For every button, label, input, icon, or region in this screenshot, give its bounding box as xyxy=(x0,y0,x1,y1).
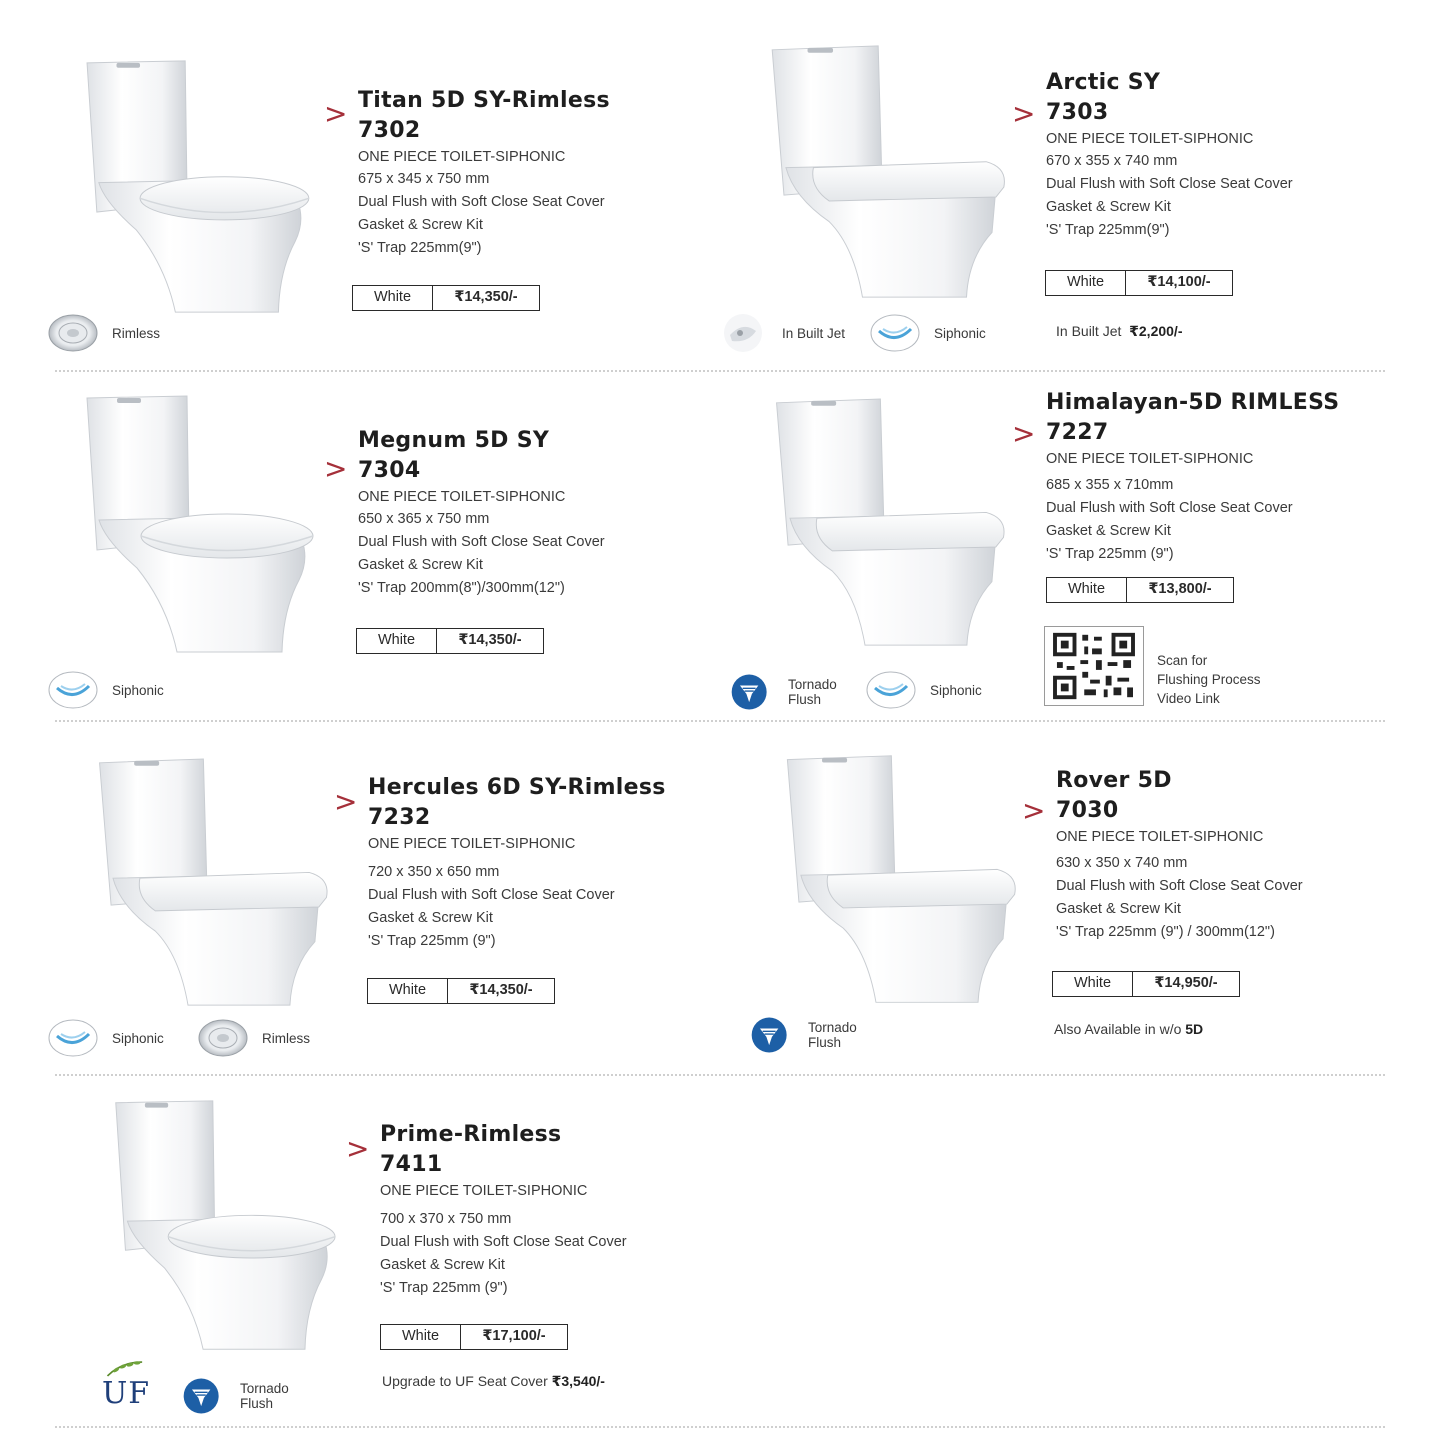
product-info-7411 xyxy=(380,1120,627,1300)
toilet-image-7030 xyxy=(770,750,1032,1010)
product-name: Himalayan-5D RIMLESS xyxy=(1046,390,1340,415)
product-name: Hercules 6D SY-Rimless xyxy=(368,775,666,800)
product-code: 7303 xyxy=(1046,100,1109,125)
product-name: Rover 5D xyxy=(1056,768,1172,793)
badge-siphonic xyxy=(870,313,986,353)
uf-logo-text: UF xyxy=(102,1376,151,1411)
note-label: Also Available in w/o xyxy=(1054,1021,1182,1037)
product-trap: 'S' Trap 225mm(9") xyxy=(1046,222,1170,238)
product-info-7232 xyxy=(368,773,666,953)
product-code: 7227 xyxy=(1046,420,1109,445)
note-label: Upgrade to UF Seat Cover xyxy=(382,1373,548,1389)
product-name: Arctic SY xyxy=(1046,70,1161,95)
price-box-7232 xyxy=(367,978,555,1004)
product-feature: Gasket & Screw Kit xyxy=(358,217,483,233)
badge-label: Siphonic xyxy=(934,325,986,341)
product-trap: 'S' Trap 225mm(9") xyxy=(358,240,482,256)
row-divider xyxy=(55,1426,1385,1428)
product-type: ONE PIECE TOILET-SIPHONIC xyxy=(1046,131,1254,147)
note-value: ₹3,540/- xyxy=(551,1373,605,1389)
product-feature: Dual Flush with Soft Close Seat Cover xyxy=(1056,878,1303,894)
price-box-7302 xyxy=(352,285,540,311)
product-info-7030 xyxy=(1056,766,1303,944)
price-box-7411 xyxy=(380,1324,568,1350)
product-name: Titan 5D SY-Rimless xyxy=(358,88,610,113)
product-feature: Dual Flush with Soft Close Seat Cover xyxy=(380,1234,627,1250)
product-name: Prime-Rimless xyxy=(380,1122,562,1147)
siphonic-icon xyxy=(870,313,920,353)
product-dimensions: 720 x 350 x 650 mm xyxy=(368,864,500,880)
product-info-7227 xyxy=(1046,388,1339,566)
note-value: ₹2,200/- xyxy=(1129,323,1183,339)
badge-label: Rimless xyxy=(112,325,161,341)
toilet-image-7302 xyxy=(70,55,320,320)
chevron-icon: > xyxy=(1012,97,1036,130)
chevron-icon: > xyxy=(346,1132,370,1165)
row-divider xyxy=(55,1074,1385,1076)
chevron-icon: > xyxy=(324,97,348,130)
product-feature: Gasket & Screw Kit xyxy=(380,1257,505,1273)
product-type: ONE PIECE TOILET-SIPHONIC xyxy=(380,1183,588,1199)
toilet-image-7304 xyxy=(72,390,322,660)
tornado-flush-icon xyxy=(180,1376,226,1416)
product-feature: Dual Flush with Soft Close Seat Cover xyxy=(1046,500,1293,516)
chevron-icon: > xyxy=(324,452,348,485)
siphonic-icon xyxy=(48,670,98,710)
badge-label: Tornado Flush xyxy=(808,1020,857,1050)
badge-rimless xyxy=(48,313,160,353)
badge-siphonic xyxy=(866,670,982,710)
price-value: ₹13,800/- xyxy=(1148,581,1212,597)
badge-tornado-flush xyxy=(748,1015,857,1055)
chevron-icon: > xyxy=(1022,794,1046,827)
price-value: ₹14,950/- xyxy=(1154,975,1218,991)
product-dimensions: 670 x 355 x 740 mm xyxy=(1046,153,1178,169)
product-info-7302 xyxy=(358,86,610,260)
product-code: 7030 xyxy=(1056,798,1119,823)
badge-label: Siphonic xyxy=(112,682,164,698)
badge-label: Rimless xyxy=(262,1030,311,1046)
chevron-icon: > xyxy=(1012,417,1036,450)
color-label: White xyxy=(368,979,448,1003)
price-box-7304 xyxy=(356,628,544,654)
product-feature: Dual Flush with Soft Close Seat Cover xyxy=(358,194,605,210)
toilet-image-7227 xyxy=(765,392,1015,654)
toilet-image-7411 xyxy=(95,1095,350,1357)
siphonic-icon xyxy=(48,1018,98,1058)
qr-caption-line: Flushing Process xyxy=(1157,672,1261,687)
product-type: ONE PIECE TOILET-SIPHONIC xyxy=(358,489,566,505)
price-value: ₹17,100/- xyxy=(482,1328,546,1344)
availability-note xyxy=(1054,1021,1203,1037)
product-feature: Gasket & Screw Kit xyxy=(1046,523,1171,539)
toilet-image-7303 xyxy=(752,40,1024,305)
row-divider xyxy=(55,720,1385,722)
badge-in-built-jet xyxy=(718,313,845,353)
color-label: White xyxy=(1047,578,1127,602)
product-feature: Dual Flush with Soft Close Seat Cover xyxy=(1046,176,1293,192)
badge-label: Tornado Flush xyxy=(788,677,837,707)
product-dimensions: 700 x 370 x 750 mm xyxy=(380,1211,512,1227)
color-label: White xyxy=(381,1325,461,1349)
product-trap: 'S' Trap 225mm (9") xyxy=(1046,546,1174,562)
product-code: 7232 xyxy=(368,805,431,830)
price-box-7227 xyxy=(1046,577,1234,603)
product-code: 7411 xyxy=(380,1152,443,1177)
toilet-image-7232 xyxy=(88,752,338,1014)
note-value: 5D xyxy=(1185,1021,1204,1037)
badge-tornado-flush xyxy=(728,672,837,712)
badge-siphonic xyxy=(48,670,164,710)
product-trap: 'S' Trap 225mm (9") / 300mm(12") xyxy=(1056,924,1275,940)
tornado-flush-icon xyxy=(748,1015,794,1055)
color-label: White xyxy=(353,286,433,310)
product-type: ONE PIECE TOILET-SIPHONIC xyxy=(1056,829,1264,845)
in-built-jet-price-note xyxy=(1056,323,1182,340)
product-dimensions: 685 x 355 x 710mm xyxy=(1046,477,1174,493)
note-label: In Built Jet xyxy=(1056,323,1122,339)
product-feature: Gasket & Screw Kit xyxy=(368,910,493,926)
badge-label: Tornado Flush xyxy=(240,1381,289,1411)
badge-siphonic xyxy=(48,1018,164,1058)
color-label: White xyxy=(1053,972,1133,996)
in-built-jet-icon xyxy=(718,313,768,353)
product-type: ONE PIECE TOILET-SIPHONIC xyxy=(1046,451,1254,467)
badge-label: In Built Jet xyxy=(782,325,846,341)
price-value: ₹14,350/- xyxy=(454,289,518,305)
product-info-7304 xyxy=(358,426,605,600)
rimless-icon xyxy=(198,1018,248,1058)
badge-rimless xyxy=(198,1018,310,1058)
row-divider xyxy=(55,370,1385,372)
product-code: 7302 xyxy=(358,118,421,143)
product-type: ONE PIECE TOILET-SIPHONIC xyxy=(358,149,566,165)
siphonic-icon xyxy=(866,670,916,710)
qr-caption-line: Scan for xyxy=(1157,653,1208,668)
product-feature: Dual Flush with Soft Close Seat Cover xyxy=(358,534,605,550)
product-code: 7304 xyxy=(358,458,421,483)
qr-code-icon[interactable] xyxy=(1044,626,1144,706)
rimless-icon xyxy=(48,313,98,353)
price-value: ₹14,350/- xyxy=(469,982,533,998)
chevron-icon: > xyxy=(334,785,358,818)
product-feature: Gasket & Screw Kit xyxy=(1056,901,1181,917)
color-label: White xyxy=(357,629,437,653)
qr-caption xyxy=(1157,651,1261,708)
color-label: White xyxy=(1046,271,1126,295)
product-trap: 'S' Trap 225mm (9") xyxy=(380,1280,508,1296)
product-name: Megnum 5D SY xyxy=(358,428,550,453)
badge-label: Siphonic xyxy=(930,682,982,698)
product-info-7303 xyxy=(1046,68,1293,242)
product-feature: Gasket & Screw Kit xyxy=(1046,199,1171,215)
price-value: ₹14,350/- xyxy=(458,632,522,648)
uf-upgrade-note xyxy=(382,1373,605,1390)
price-box-7030 xyxy=(1052,971,1240,997)
product-type: ONE PIECE TOILET-SIPHONIC xyxy=(368,836,576,852)
product-feature: Gasket & Screw Kit xyxy=(358,557,483,573)
qr-caption-line: Video Link xyxy=(1157,691,1220,706)
product-dimensions: 650 x 365 x 750 mm xyxy=(358,511,490,527)
product-dimensions: 630 x 350 x 740 mm xyxy=(1056,855,1188,871)
product-feature: Dual Flush with Soft Close Seat Cover xyxy=(368,887,615,903)
price-box-7303 xyxy=(1045,270,1233,296)
tornado-flush-icon xyxy=(728,672,774,712)
badge-label: Siphonic xyxy=(112,1030,164,1046)
product-trap: 'S' Trap 200mm(8")/300mm(12") xyxy=(358,580,565,596)
uf-logo xyxy=(100,1360,160,1412)
price-value: ₹14,100/- xyxy=(1147,274,1211,290)
product-dimensions: 675 x 345 x 750 mm xyxy=(358,171,490,187)
product-trap: 'S' Trap 225mm (9") xyxy=(368,933,496,949)
badge-tornado-flush xyxy=(180,1376,289,1416)
